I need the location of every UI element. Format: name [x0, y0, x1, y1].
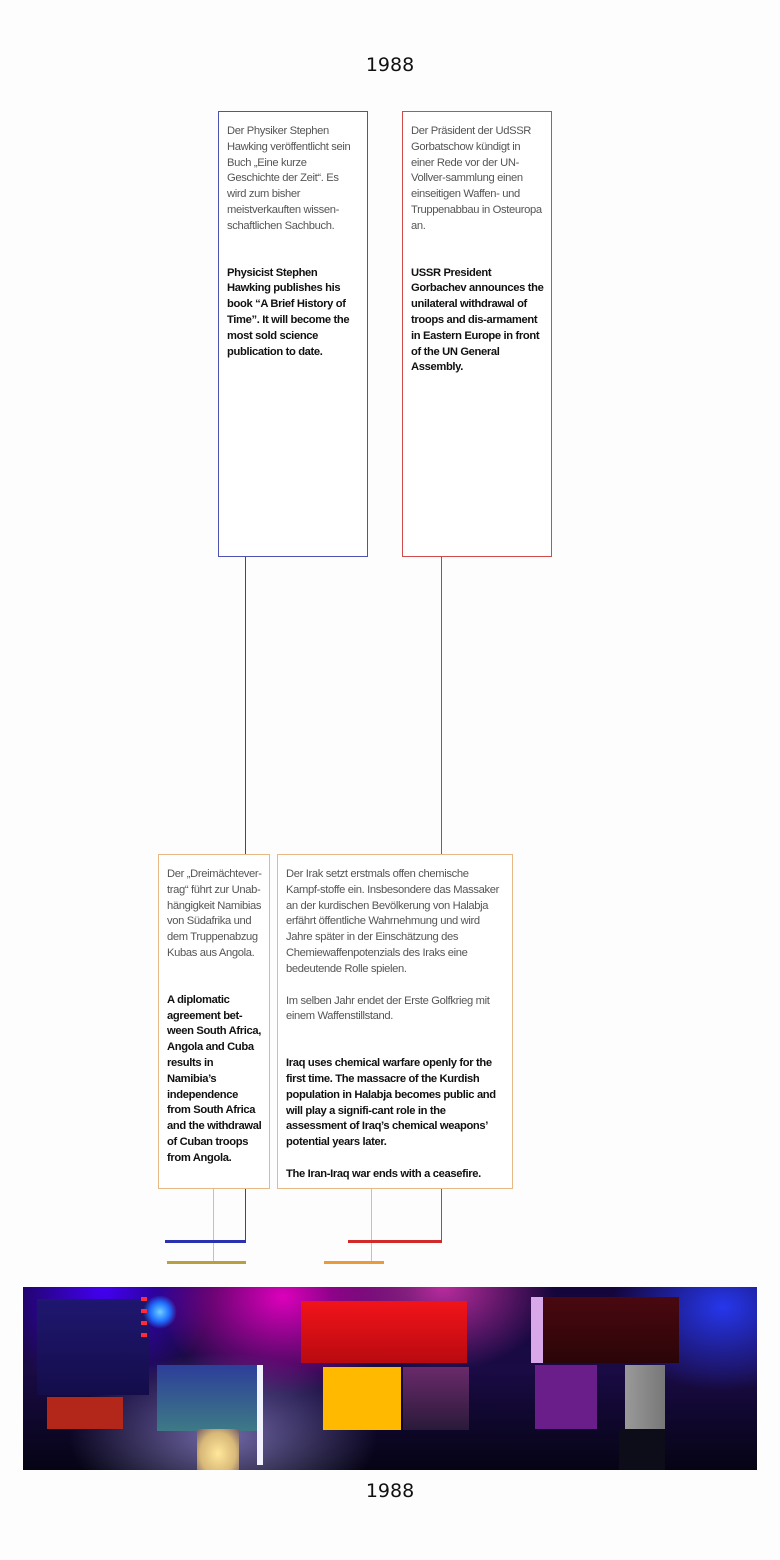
card-text-de: Der „Dreimächtever-trag“ führt zur Unab-hängigkeit Namibias von Südafrika und dem Truppenabzug Kubas aus Angola.	[167, 868, 262, 959]
base-line-orange	[324, 1261, 384, 1264]
block-lilac-edge	[531, 1297, 543, 1363]
blue-light-glow	[143, 1295, 177, 1329]
card-text-en: Physicist Stephen Hawking publishes his book “A Brief History of Time”. It will become the most sold science publication to date.	[227, 266, 350, 358]
block-grey-shadow	[619, 1429, 665, 1470]
block-warm-glow	[197, 1429, 239, 1470]
card-text-en: USSR President Gorbachev announces the unilateral withdrawal of troops and dis-armament in Eastern Europe in front of the UN General Assembly.	[411, 266, 544, 374]
block-yellow	[323, 1367, 401, 1430]
base-line-blue	[165, 1240, 246, 1243]
event-card-namibia	[158, 854, 270, 1189]
year-title-bottom: 1988	[365, 1480, 415, 1502]
card-text-en-2: The Iran-Iraq war ends with a ceasefire.	[286, 1167, 481, 1180]
connector-line-red-lower	[441, 1189, 442, 1241]
card-text-en-1: Iraq uses chemical warfare openly for the first time. The massacre of the Kurdish population in Halabja becomes public and will play a signifi-cant role in the assessment of Iraq’s chemical weapons’ potential years later.	[286, 1057, 496, 1149]
event-card-gorbachev	[402, 111, 552, 557]
connector-line-gold-right	[371, 1189, 372, 1262]
block-purple	[535, 1365, 597, 1429]
connector-line-blue-lower	[245, 1189, 246, 1241]
event-card-hawking	[218, 111, 368, 557]
block-navy-left	[37, 1299, 149, 1395]
block-steel-blue	[157, 1365, 261, 1431]
block-plum	[403, 1367, 469, 1430]
event-card-iraq	[277, 854, 513, 1189]
year-title-top: 1988	[365, 54, 415, 76]
card-text-de-2: Im selben Jahr endet der Erste Golfkrieg mit einem Waffenstillstand.	[286, 994, 490, 1023]
block-bright-red	[301, 1301, 467, 1363]
block-maroon-right	[531, 1297, 679, 1363]
card-text-de: Der Präsident der UdSSR Gorbatschow kündigt in einer Rede vor der UN-Vollver-sammlung einen einseitigen Waffen- und Truppenabbau in Osteuropa an.	[411, 125, 542, 232]
card-text-de-1: Der Irak setzt erstmals offen chemische Kampf-stoffe ein. Insbesondere das Massaker an der kurdischen Bevölkerung von Halabja erfährt öffentliche Wahrnehmung und wird Jahre später in der Einschätzung des Chemiewaffenpotenzials des Iraks eine bedeutende Rolle spielen.	[286, 868, 499, 975]
base-line-olive	[167, 1261, 246, 1264]
connector-line-blue	[245, 557, 246, 854]
block-brick-red	[47, 1397, 123, 1429]
connector-line-red	[441, 557, 442, 854]
block-grey	[625, 1365, 665, 1429]
red-dots	[141, 1297, 147, 1345]
connector-line-gold-left	[213, 1189, 214, 1262]
card-text-en: A diplomatic agreement bet-ween South Africa, Angola and Cuba results in Namibia’s independence from South Africa and the withdrawal of Cuban troops from Angola.	[167, 993, 262, 1164]
card-text-de: Der Physiker Stephen Hawking veröffentlicht sein Buch „Eine kurze Geschichte der Zeit“. Es wird zum bisher meistverkauften wissen-schaftlichen Sachbuch.	[227, 125, 351, 232]
base-line-red	[348, 1240, 442, 1243]
block-white-edge	[257, 1365, 263, 1465]
abstract-light-artwork	[23, 1287, 757, 1470]
